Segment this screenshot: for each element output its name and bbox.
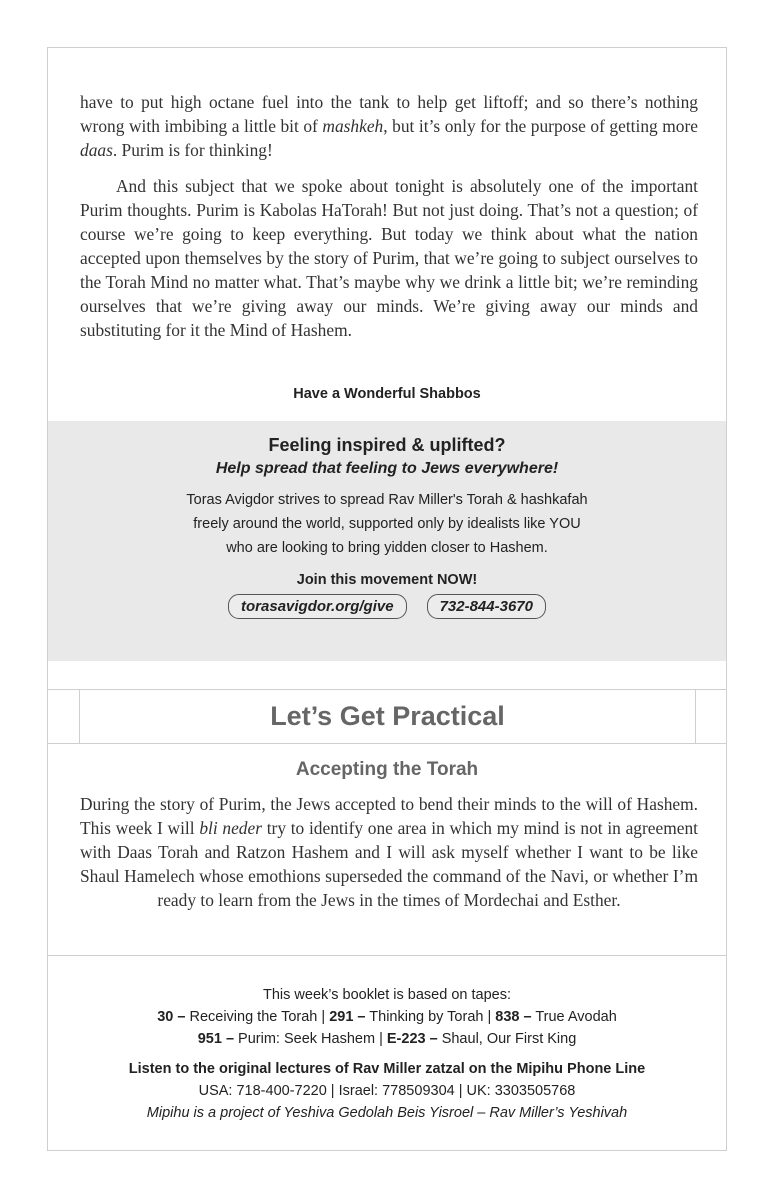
article-paragraph-1 [80, 90, 698, 162]
practical-banner [48, 689, 726, 744]
tape-title: True Avodah [531, 1009, 617, 1025]
practical-subtitle: Accepting the Torah [295, 759, 479, 780]
article-paragraph-2: And this subject that we spoke about tonight is absolutely one of the important Purim thoughts. Purim is Kabolas HaTorah! But not just doing. That’s not a question; of course we’re going to keep everything. But today we think about what the nation accepted upon themselves by the story of Purim, that we’re going to subject ourselves to the Torah Mind no matter what. That’s maybe why we drink a little bit; we’re reminding ourselves that we’re giving away our minds. We’re giving away our minds and substituting for it the Mind of Hashem. [80, 176, 698, 340]
donation-promo [48, 421, 726, 661]
practical-text [80, 792, 698, 912]
text: have to put high octane fuel into the tank to help get liftoff; and so there’s nothing wrong with imbibing a little bit of [80, 92, 698, 136]
text: . Purim is for thinking! [112, 140, 273, 160]
promo-text [48, 488, 726, 560]
promo-line: Toras Avigdor strives to spread Rav Miller's Torah & hashkafah [186, 492, 588, 508]
text: During the story of Purim, the Jews accepted to bend their minds to the will of Hashem. This week I will [80, 794, 698, 838]
footer-intro: This week’s booklet is based on tapes: [263, 987, 511, 1003]
emphasis: mashkeh [322, 116, 384, 136]
tape-number: 951 – [197, 1031, 235, 1047]
promo-subheading: Help spread that feeling to Jews everywhere! [215, 460, 559, 477]
tape-number: 291 – [329, 1009, 366, 1025]
tape-number: 838 – [495, 1009, 532, 1025]
tapes-line-2 [48, 1028, 726, 1050]
phone-numbers: USA: 718-400-7220 | Israel: 778509304 | UK: 3303505768 [198, 1083, 576, 1099]
promo-heading: Feeling inspired & uplifted? [268, 435, 506, 455]
donate-phone[interactable]: 732-844-3670 [427, 594, 546, 619]
tape-title: Thinking by Torah | [365, 1009, 496, 1025]
divider [48, 955, 726, 956]
practical-title: Let’s Get Practical [79, 690, 696, 743]
page-frame [47, 47, 727, 1151]
promo-join: Join this movement NOW! [296, 572, 478, 588]
donate-link[interactable]: torasavigdor.org/give [228, 594, 407, 619]
listen-line: Listen to the original lectures of Rav Miller zatzal on the Mipihu Phone Line [128, 1061, 646, 1077]
tape-title: Shaul, Our First King [437, 1031, 577, 1047]
tape-title: Purim: Seek Hashem | [234, 1031, 387, 1047]
promo-line: who are looking to bring yidden closer to Hashem. [226, 540, 548, 556]
project-note: Mipihu is a project of Yeshiva Gedolah Beis Yisroel – Rav Miller’s Yeshivah [146, 1105, 628, 1121]
signoff: Have a Wonderful Shabbos [293, 386, 481, 402]
emphasis: bli neder [199, 818, 262, 838]
tape-title: Receiving the Torah | [185, 1009, 330, 1025]
footer [48, 984, 726, 1124]
tape-number: 30 – [157, 1009, 186, 1025]
emphasis: daas [80, 140, 113, 160]
promo-line: freely around the world, supported only by idealists like YOU [193, 516, 581, 532]
text: try to identify one area in which my mind is not in agreement with Daas Torah and Ratzon Hashem and I will ask myself whether I want to be like Shaul Hamelech whose emothions superseded the command of the Navi, or whether I’m ready to learn from the Jews in the times of Mordechai and Esther. [80, 818, 698, 910]
tape-number: E-223 – [386, 1031, 438, 1047]
tapes-line-1 [48, 1006, 726, 1028]
text: , but it’s only for the purpose of getting more [383, 116, 698, 136]
